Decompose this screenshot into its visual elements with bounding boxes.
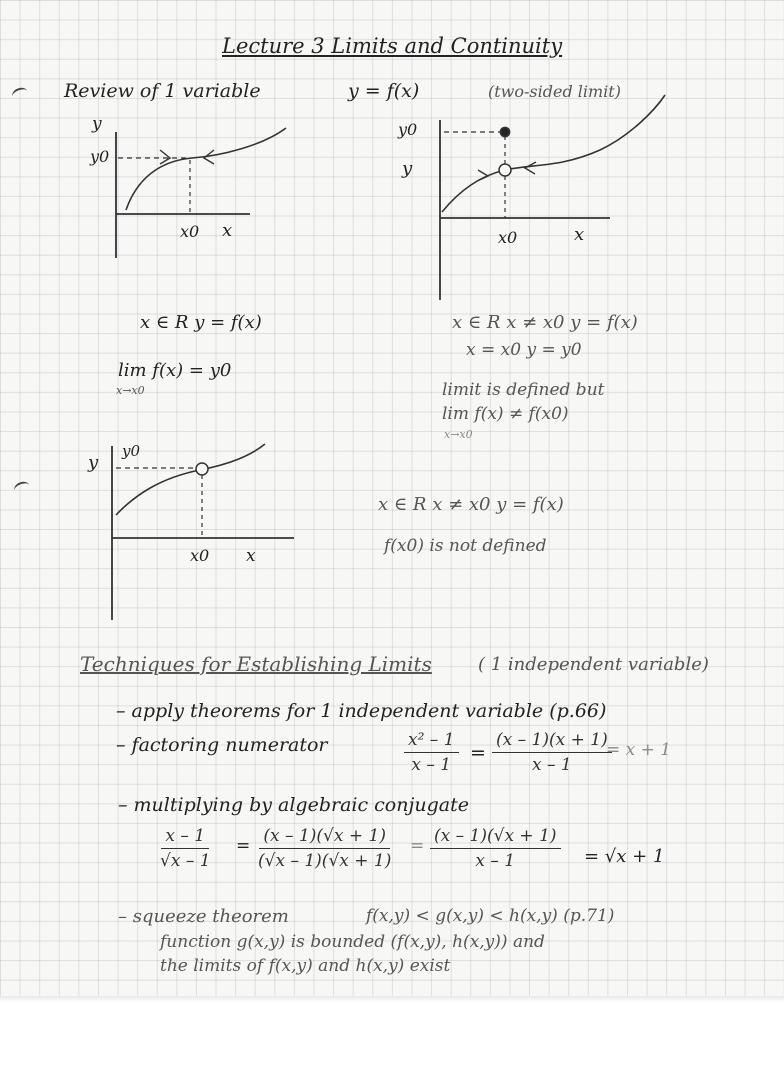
fraction-denominator: x – 1 [531, 755, 572, 775]
review-function: y = f(x) [348, 80, 420, 102]
squeeze-inequality: f(x,y) < g(x,y) < h(x,y) (p.71) [366, 906, 615, 926]
graph3-x-axis-label: x [246, 546, 256, 566]
case1-limit-sub: x→x0 [116, 384, 145, 397]
factoring-result: = x + 1 [606, 740, 672, 760]
page-title: Lecture 3 Limits and Continuity [222, 34, 563, 58]
factoring-fraction-1 [404, 730, 459, 775]
technique-factoring: – factoring numerator [116, 734, 328, 756]
case2-note-sub: x→x0 [444, 428, 473, 441]
conjugate-fraction-3 [430, 826, 561, 871]
graph-undefined-point [112, 444, 294, 620]
case1-limit: lim f(x) = y0 [118, 360, 232, 381]
review-heading: Review of 1 variable [64, 80, 261, 102]
graph-continuous [116, 128, 286, 258]
fraction-numerator: (x – 1)(√x + 1) [259, 826, 390, 849]
case1-domain: x ∈ R y = f(x) [140, 312, 262, 333]
graph1-y0-label: y0 [90, 147, 110, 166]
fraction-denominator: x – 1 [411, 755, 452, 775]
case2-domain: x ∈ R x ≠ x0 y = f(x) [452, 312, 638, 333]
two-sided-limit-note: (two-sided limit) [488, 82, 621, 101]
technique-squeeze: – squeeze theorem [118, 906, 289, 927]
conjugate-result: = √x + 1 [584, 846, 665, 867]
equals-sign: = [470, 742, 486, 764]
graph2-y-axis-label: y [402, 158, 413, 179]
fraction-numerator: x² – 1 [404, 730, 459, 753]
case2-note-line2: lim f(x) ≠ f(x0) [442, 404, 569, 424]
technique-conjugate: – multiplying by algebraic conjugate [118, 794, 469, 816]
fraction-denominator: (√x – 1)(√x + 1) [258, 851, 392, 871]
conjugate-fraction-1 [156, 826, 215, 871]
fraction-numerator: x – 1 [161, 826, 209, 849]
technique-apply-theorems: – apply theorems for 1 independent variable (p.66) [116, 700, 607, 722]
fraction-numerator: (x – 1)(x + 1) [492, 730, 612, 753]
case3-domain: x ∈ R x ≠ x0 y = f(x) [378, 494, 564, 515]
graph1-y-axis-label: y [92, 114, 102, 134]
factoring-fraction-2 [492, 730, 612, 775]
graph3-x0-label: x0 [190, 546, 210, 565]
graph1-x-axis-label: x [222, 220, 233, 241]
graph3-y0-label: y0 [122, 442, 141, 460]
conjugate-fraction-2 [254, 826, 395, 871]
fraction-denominator: √x – 1 [160, 851, 211, 871]
techniques-heading: Techniques for Establishing Limits [80, 652, 432, 676]
graph2-y0-label: y0 [398, 120, 418, 139]
graph-defined-point [440, 95, 665, 300]
case3-note: f(x0) is not defined [384, 536, 547, 556]
squeeze-line3: the limits of f(x,y) and h(x,y) exist [160, 956, 451, 976]
graph3-y-axis-label: y [88, 452, 99, 473]
graph1-x0-label: x0 [180, 222, 200, 241]
graph2-x-axis-label: x [574, 224, 585, 245]
techniques-heading-note: ( 1 independent variable) [478, 654, 709, 675]
equals-sign: = [410, 836, 425, 856]
fraction-numerator: (x – 1)(√x + 1) [430, 826, 561, 849]
graph2-x0-label: x0 [498, 228, 518, 247]
equals-sign: = [236, 836, 251, 856]
case2-note-line1: limit is defined but [442, 380, 605, 400]
case2-at-point: x = x0 y = y0 [466, 340, 582, 360]
fraction-denominator: x – 1 [475, 851, 516, 871]
squeeze-line2: function g(x,y) is bounded (f(x,y), h(x,y)) and [160, 932, 545, 952]
